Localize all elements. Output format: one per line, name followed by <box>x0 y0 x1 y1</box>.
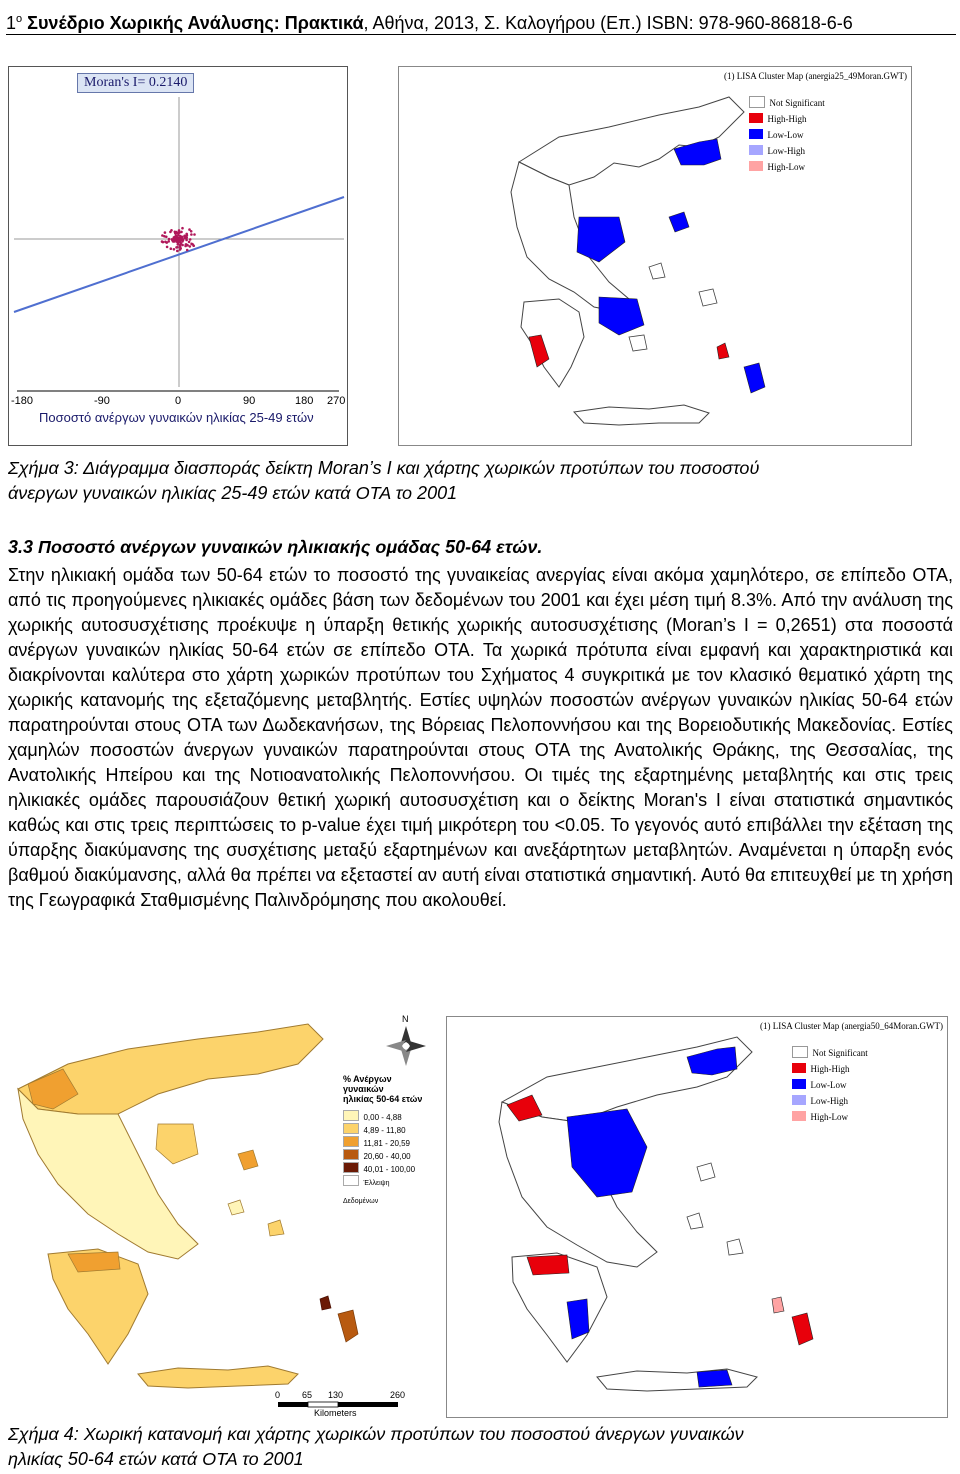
scatter-point <box>190 230 193 233</box>
scatter-point <box>182 238 185 241</box>
scatter-point <box>189 238 192 241</box>
scatter-point <box>178 229 181 232</box>
legend-swatch <box>792 1063 806 1073</box>
scatter-point <box>180 231 183 234</box>
x-tick-2: 0 <box>175 395 182 407</box>
legend-item-low-low <box>792 1075 868 1091</box>
legend-item-high-high <box>749 109 825 125</box>
aegean-island-3 <box>228 1200 244 1215</box>
legend-swatch <box>749 161 763 171</box>
legend-item-low-low <box>749 125 825 141</box>
x-axis-label: Ποσοστό ανέργων γυναικών ηλικίας 25-49 ετών <box>39 410 314 425</box>
legend-class <box>343 1133 423 1146</box>
scatter-point <box>161 234 164 237</box>
scatter-point <box>179 235 182 238</box>
attica-lowlow <box>599 297 644 335</box>
scatter-point <box>179 244 182 247</box>
scatter-point <box>193 233 196 236</box>
legend-label: Low-Low <box>810 1080 847 1090</box>
legend-label: Low-High <box>767 146 805 156</box>
mainland-central <box>18 1089 198 1259</box>
header-number: 1 <box>6 13 17 33</box>
legend-label: Low-High <box>810 1096 848 1106</box>
figure-3 <box>8 66 913 446</box>
moran-label: Moran's I= 0.2140 <box>77 73 194 93</box>
aegean-island-4 <box>629 335 647 351</box>
legend-item-high-low <box>792 1107 868 1123</box>
north-label: N <box>402 1014 409 1024</box>
aegean-island-1 <box>697 1163 715 1181</box>
scatter-point <box>167 240 170 243</box>
legend-swatch <box>749 113 763 123</box>
crete <box>574 405 709 425</box>
scatter-point <box>186 249 189 252</box>
legend-label: 40,01 - 100,00 <box>363 1165 416 1174</box>
x-tick-0: -180 <box>11 395 34 407</box>
aegean-island-3 <box>687 1213 703 1229</box>
figure-3-caption-line1: Σχήμα 3: Διάγραμμα διασποράς δείκτη Moran’s I και χάρτης χωρικών προτύπων του ποσοστού <box>8 458 760 478</box>
scatter-point <box>169 231 172 234</box>
legend-class <box>343 1120 423 1133</box>
legend-label: 11,81 - 20,59 <box>363 1139 411 1148</box>
legend-swatch <box>792 1079 806 1089</box>
lisa-map-25-49 <box>398 66 912 446</box>
legend-label: Not Significant <box>769 98 825 108</box>
scatter-point <box>166 246 169 249</box>
legend-class <box>343 1107 423 1120</box>
scatter-point <box>185 233 188 236</box>
lisa-map-title: (1) LISA Cluster Map (anergia25_49Moran.GWT) <box>723 71 907 81</box>
scatter-point <box>188 241 191 244</box>
figure-4-caption-line2: ηλικίας 50-64 ετών κατά ΟΤΑ το 2001 <box>8 1449 304 1469</box>
scale-tick-1: 65 <box>302 1390 313 1400</box>
aegean-island-1 <box>238 1150 258 1170</box>
scatter-point <box>185 243 188 246</box>
scale-tick-3: 260 <box>390 1390 406 1400</box>
legend-class <box>343 1159 423 1172</box>
legend-item-high-low <box>749 157 825 173</box>
crete <box>138 1366 298 1388</box>
scale-unit: Kilometers <box>314 1408 357 1417</box>
scatter-point <box>177 243 180 246</box>
scatter-point <box>185 236 188 239</box>
x-tick-5: 270 <box>327 395 346 407</box>
legend-swatch <box>749 129 763 139</box>
rhodes-area <box>744 363 765 393</box>
legend-label: Low-Low <box>767 130 804 140</box>
legend-label: High-Low <box>810 1112 848 1122</box>
figure-4-caption-line1: Σχήμα 4: Χωρική κατανομή και χάρτης χωρικών προτύπων του ποσοστού άνεργων γυναικών <box>8 1424 744 1444</box>
crete <box>597 1369 757 1391</box>
scatter-point <box>176 240 179 243</box>
x-tick-3: 90 <box>243 395 256 407</box>
lisa-map-50-64 <box>446 1016 948 1418</box>
lisa-map-title: (1) LISA Cluster Map (anergia50_64Moran.GWT) <box>759 1021 943 1031</box>
aegean-island-3 <box>649 263 665 279</box>
choropleth-map-50-64 <box>8 1014 426 1417</box>
legend-label: 4,89 - 11,80 <box>363 1126 406 1135</box>
scatter-point <box>189 245 192 248</box>
header-sup: ο <box>16 13 23 25</box>
scatter-point <box>181 244 184 247</box>
legend-swatch <box>792 1111 806 1121</box>
scatter-point <box>176 250 179 253</box>
crete-lowlow <box>697 1370 732 1387</box>
header-title-bold: Συνέδριο Χωρικής Ανάλυσης: Πρακτικά <box>27 13 364 33</box>
page-header <box>6 4 956 35</box>
aegean-island-1 <box>669 212 689 232</box>
scatter-point <box>164 241 167 244</box>
legend-item-not-significant <box>792 1043 868 1059</box>
scale-tick-0: 0 <box>275 1390 281 1400</box>
legend-swatch <box>749 96 765 108</box>
legend-swatch <box>792 1046 808 1058</box>
lisa-legend <box>792 1043 868 1123</box>
aegean-island-2 <box>268 1220 284 1236</box>
dodecanese-hh <box>792 1313 813 1345</box>
scatter-point <box>176 246 179 249</box>
legend-item-low-high <box>792 1091 868 1107</box>
legend-label: High-High <box>767 114 807 124</box>
chalkidiki-lowlow <box>577 217 625 262</box>
choropleth-legend <box>343 1074 423 1205</box>
scatter-point <box>171 239 174 242</box>
aegean-island-2 <box>699 289 717 306</box>
scatter-point <box>181 227 184 230</box>
legend-label: 0,00 - 4,88 <box>363 1113 402 1122</box>
legend-label: 20,60 - 40,00 <box>363 1152 411 1161</box>
legend-label: High-Low <box>767 162 805 172</box>
lisa-legend <box>749 93 825 173</box>
legend-label: Έλλειψη Δεδομένων <box>343 1180 390 1205</box>
legend-label: Not Significant <box>812 1048 868 1058</box>
moran-scatter-panel <box>8 66 348 446</box>
scatter-point <box>192 244 195 247</box>
moran-scatter-plot <box>9 67 347 445</box>
peloponnese-north-hh <box>527 1255 569 1275</box>
scatter-point <box>170 247 173 250</box>
legend-class <box>343 1146 423 1159</box>
chalkidiki <box>156 1124 198 1164</box>
north-arrow-icon <box>386 1026 426 1066</box>
figure-4-caption <box>8 1422 948 1472</box>
header-title-rest: , Αθήνα, 2013, Σ. Καλογήρου (Επ.) ISBN: 978-960-86818-6-6 <box>363 13 853 33</box>
scatter-point <box>190 243 193 246</box>
x-tick-1: -90 <box>94 395 110 407</box>
aegean-island-2 <box>727 1239 743 1255</box>
scale-tick-2: 130 <box>328 1390 344 1400</box>
legend-item-low-high <box>749 141 825 157</box>
scatter-point <box>161 240 164 243</box>
dodecanese-high <box>338 1310 358 1342</box>
legend-title-line2: ηλικίας 50-64 ετών <box>343 1094 423 1104</box>
scatter-point <box>173 248 176 251</box>
dodecanese-hh <box>717 343 729 359</box>
scatter-point <box>190 233 193 236</box>
greece-lisa-map <box>447 1017 947 1417</box>
section-paragraph: Στην ηλικιακή ομάδα των 50-64 ετών το ποσοστό της γυναικείας ανεργίας είναι ακόμα χαμηλότερο, σε επίπεδο ΟΤΑ, από τις προηγούμενες ηλικιακές ομάδες βάση των δεδομένων του 2001 και έχει μέση τιμή 8.3%. Από την ανάλυση της χωρικής αυτοσυσχέτισης προέκυψε η ύπαρξη θετικής χωρικής αυτοσυσχέτισης (Moran’s I = 0,2651) στα ποσοστά ανέργων γυναικών ηλικίας 50-64 ετών σε επίπεδο ΟΤΑ. Τα χωρικά πρότυπα είναι εμφανή και χαρακτηριστικά και διακρίνονται καλύτερα στο χάρτη χωρικών προτύπων του Σχήματος 4 συγκριτικά με τον κλασικό θεματικό χάρτη της χωρικής κατανομής της εξεταζόμενης μεταβλητής. Εστίες υψηλών ποσοστών ανέργων γυναικών ηλικίας 50-64 ετών παρατηρούνται στους ΟΤΑ των Δωδεκανήσων, της Βόρειας Πελοποννήσου και της Βορειοδυτικής Μακεδονίας. Εστίες χαμηλών ποσοστών άνεργων γυναικών παρατηρούνται στους ΟΤΑ της Ανατολικής Θράκης, της Θεσσαλίας, της Ανατολικής Ηπείρου και της Νοτιοανατολικής Πελοποννήσου. Οι τιμές της εξαρτημένης μεταβλητής και στις τρεις ηλικιακές ομάδες παρουσιάζουν θετική χωρική αυτοσυσχέτιση και ο δείκτης Moran's I είναι στατιστικά σημαντικός καθώς και στις τρεις περιπτώσεις το p-value έχει τιμή μικρότερη του <0.05. Το γεγονός αυτό επιβάλλει την εξέταση της ύπαρξης διακύμανσης της συσχέτισης μεταξύ εξαρτημένων και ανεξάρτητων μεταβλητών. Αναμένεται η ύπαρξη ενός βαθμού διακύμανσης, αλλά θα πρέπει να εξεταστεί αν αυτή είναι στατιστικά σημαντική. Αυτό θα επιτευχθεί με τη χρήση της Γεωγραφικά Σταθμισμένης Παλινδρόμησης που ακολουθεί. <box>8 565 953 910</box>
dodecanese-veryhigh <box>320 1296 331 1310</box>
x-tick-4: 180 <box>295 395 314 407</box>
legend-swatch <box>792 1095 806 1105</box>
figure-3-caption <box>8 456 948 506</box>
greece-lisa-map <box>399 67 911 445</box>
legend-title-line1: % Ανέργων γυναικών <box>343 1074 392 1094</box>
scatter-points <box>161 227 196 252</box>
scatter-point <box>164 231 167 234</box>
figure-4 <box>8 1014 948 1419</box>
legend-item-not-significant <box>749 93 825 109</box>
scatter-point <box>168 238 171 241</box>
dodecanese-hl <box>772 1297 784 1313</box>
legend-label: High-High <box>810 1064 850 1074</box>
figure-3-caption-line2: άνεργων γυναικών ηλικίας 25-49 ετών κατά ΟΤΑ το 2001 <box>8 483 458 503</box>
legend-swatch <box>749 145 763 155</box>
legend-swatch <box>343 1175 359 1186</box>
section-heading: 3.3 Ποσοστό ανέργων γυναικών ηλικιακής ομάδας 50-64 ετών. <box>8 537 543 557</box>
scale-bar <box>278 1402 398 1407</box>
legend-item-high-high <box>792 1059 868 1075</box>
